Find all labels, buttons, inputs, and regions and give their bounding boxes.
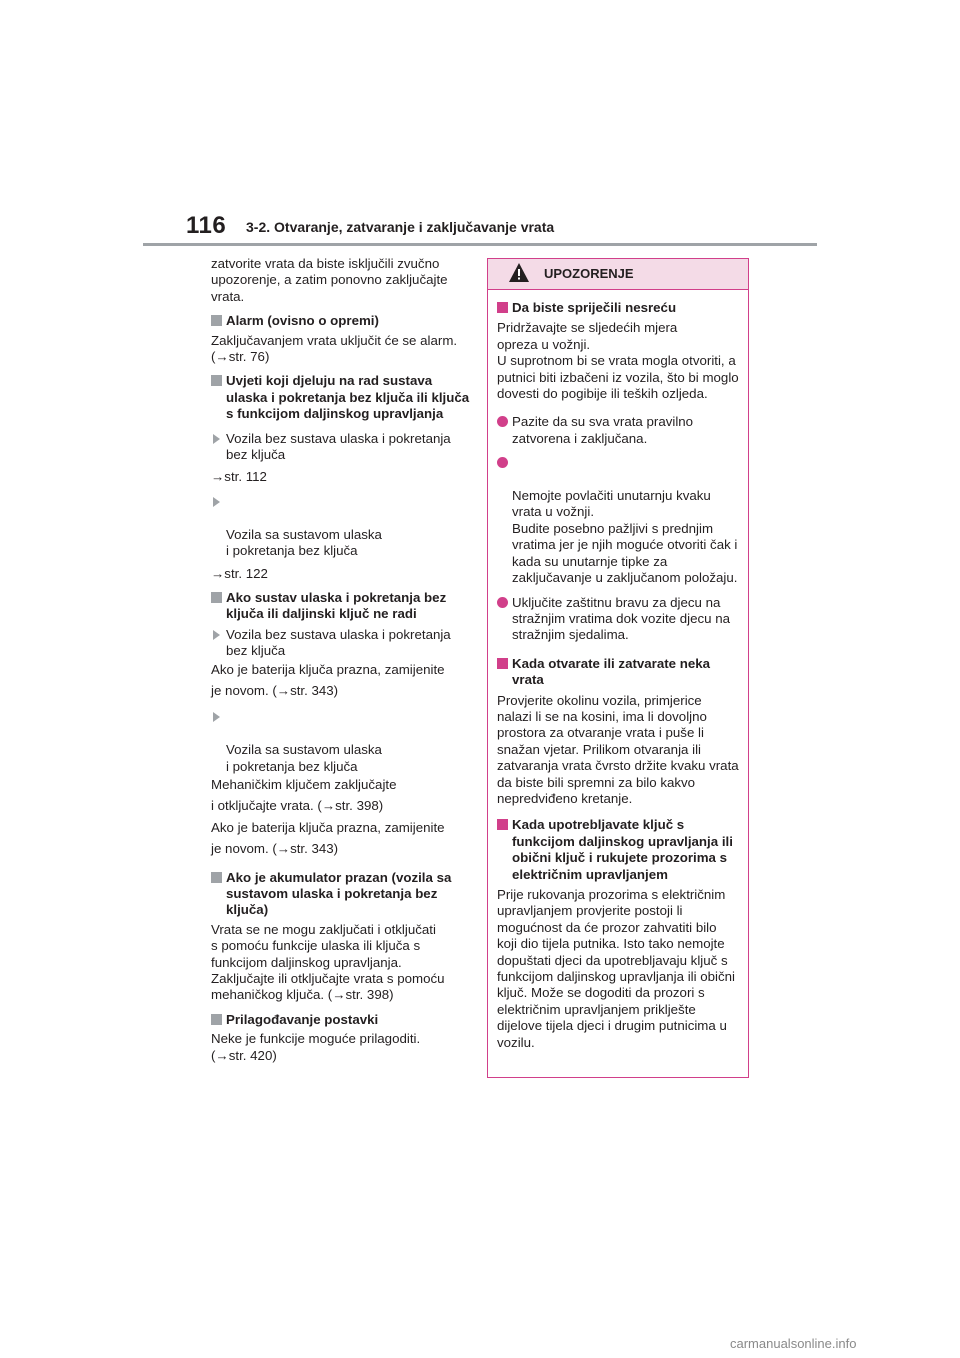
square-bullet-icon: [211, 315, 222, 326]
conditions-item-keyless: Vozila sa sustavom ulaska i pokretanja bez ključa: [211, 494, 473, 560]
square-bullet-icon: [211, 375, 222, 386]
windows-text: Prije rukovanja prozorima s električnim upravljanjem provjerite postoji li mogućnost da će prozor zahvatiti bilo koji dio tijela putnika. Isto tako nemojte dopuštati djeci da upotrebljavaju ključ s funkcijom daljinskog upravljanja ili obični ključ. Može se dogoditi da prozori s električnim upravljanjem priklješte dijelove tijela djeci i drugim putnicima u vozilu.: [497, 887, 735, 1050]
warning-box: [487, 258, 749, 1078]
conditions-item-no-keyless: Vozila bez sustava ulaska i pokretanja bez ključa: [211, 431, 473, 464]
battery-dead-text: Vrata se ne mogu zaključati i otključati s pomoću funkcije ulaska ili ključa s funkcijom daljinskog upravljanja. Zaključajte ili otključajte vrata s pomoću mehaničkog ključa. (→str. 398): [211, 921, 445, 1003]
battery-replace-ref: je novom. (→str. 343): [211, 682, 339, 698]
section-title: 3-2. Otvaranje, zatvaranje i zaključavanje vrata: [246, 219, 555, 235]
not-working-item-keyless: Vozila sa sustavom ulaska i pokretanja bez ključa: [211, 709, 473, 775]
page-reference: →str. 122: [211, 565, 268, 581]
circle-bullet-icon: [497, 597, 508, 608]
triangle-bullet-icon: [213, 712, 220, 722]
triangle-bullet-icon: [213, 434, 220, 444]
alarm-text: Zaključavanjem vrata uključit će se alarm. (→str. 76): [211, 332, 458, 365]
square-bullet-icon: [497, 302, 508, 313]
battery-replace-text: Ako je baterija ključa prazna, zamijenite: [211, 661, 445, 677]
square-bullet-icon: [497, 658, 508, 669]
square-bullet-icon: [211, 1014, 222, 1025]
customization-text: Neke je funkcije moguće prilagoditi. (→str. 420): [211, 1031, 421, 1063]
warning-bullet: Pazite da su sva vrata pravilno zatvorena i zaključana.: [497, 414, 739, 447]
circle-bullet-icon: [497, 416, 508, 427]
warning-bullet: Uključite zaštitnu bravu za djecu na stražnjim vratima dok vozite djecu na stražnjim sjedalima.: [497, 595, 739, 644]
triangle-bullet-icon: [213, 497, 220, 507]
battery-replace-ref: je novom. (→str. 343): [211, 841, 339, 857]
header-rule: [143, 243, 817, 246]
mechanical-key-text: Mehaničkim ključem zaključajte: [211, 776, 397, 792]
triangle-bullet-icon: [213, 630, 220, 640]
watermark: carmanualsonline.info: [730, 1336, 857, 1351]
warning-triangle-icon: [508, 262, 530, 284]
mechanical-key-ref: i otključajte vrata. (→str. 398): [211, 798, 384, 814]
prevent-accident-text: Pridržavajte se sljedećih mjera opreza u vožnji. U suprotnom bi se vrata mogla otvoriti, a putnici biti izbačeni iz vozila, što bi moglo dovesti do pogibije ili teških ozljeda.: [497, 320, 739, 402]
doors-text: Provjerite okolinu vozila, primjerice nalazi li se na kosini, ima li dovoljno prostora za otvaranje vrata i puše li snažan vjetar. Prilikom otvaranja ili zatvaranja vrata čvrsto držite kvaku vrata da biste bili spremni za bilo kakvo nepredviđeno kretanje.: [497, 692, 739, 806]
doors-heading: Kada otvarate ili zatvarate neka vrata: [497, 656, 739, 689]
page-header: [0, 0, 960, 246]
left-column: [211, 256, 473, 1070]
battery-replace-text: Ako je baterija ključa prazna, zamijenite: [211, 819, 445, 835]
prevent-accident-heading: Da biste spriječili nesreću: [497, 300, 739, 316]
not-working-heading: Ako sustav ulaska i pokretanja bez ključa ili daljinski ključ ne radi: [211, 590, 473, 623]
windows-heading: Kada upotrebljavate ključ s funkcijom daljinskog upravljanja ili obični ključ i rukujete prozorima s električnim upravljanjem: [497, 817, 739, 883]
page-reference: →str. 112: [211, 469, 267, 485]
square-bullet-icon: [497, 819, 508, 830]
warning-title: UPOZORENJE: [544, 266, 634, 281]
warning-header: [488, 259, 748, 290]
square-bullet-icon: [211, 592, 222, 603]
not-working-item-no-keyless: Vozila bez sustava ulaska i pokretanja bez ključa: [211, 627, 473, 660]
battery-dead-heading: Ako je akumulator prazan (vozila sa sustavom ulaska i pokretanja bez ključa): [211, 870, 473, 919]
intro-paragraph: zatvorite vrata da biste isključili zvučno upozorenje, a zatim ponovno zaključajte vrata.: [211, 256, 448, 304]
conditions-heading: Uvjeti koji djeluju na rad sustava ulaska i pokretanja bez ključa ili ključa s funkcijom daljinskog upravljanja: [211, 373, 473, 422]
circle-bullet-icon: [497, 457, 508, 468]
customization-heading: Prilagođavanje postavki: [211, 1012, 473, 1028]
square-bullet-icon: [211, 872, 222, 883]
warning-bullet: Nemojte povlačiti unutarnju kvaku vrata u vožnji. Budite posebno pažljivi s prednjim vratima jer je njih moguće otvoriti čak i kada su unutarnje tipke za zaključavanje u zaključanom položaju.: [497, 455, 739, 586]
warning-body: [488, 290, 748, 1051]
page-number: 116: [186, 212, 227, 239]
alarm-heading: Alarm (ovisno o opremi): [211, 313, 473, 329]
